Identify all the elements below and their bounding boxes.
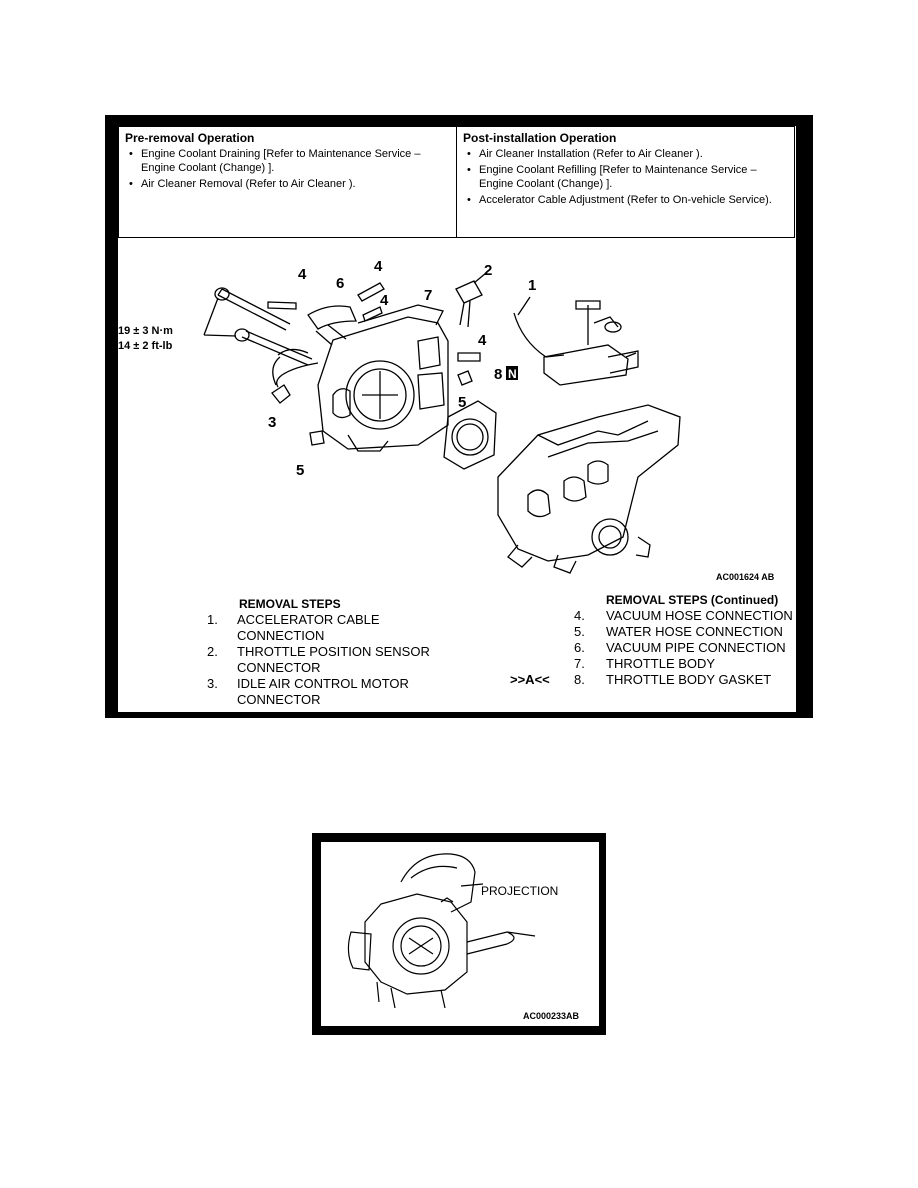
torque-metric: 19 ± 3 N·m xyxy=(118,325,173,337)
removal-step xyxy=(510,656,816,672)
service-point-mark xyxy=(510,656,574,672)
callout-3: 3 xyxy=(268,414,277,431)
post-installation-column xyxy=(456,127,794,237)
post-installation-item: • Air Cleaner Installation (Refer to Air Cleaner ). xyxy=(463,147,788,161)
new-part-mark: N xyxy=(508,367,517,381)
callout-5: 5 xyxy=(296,462,305,479)
callout-5: 5 xyxy=(458,394,467,411)
step-number: 3. xyxy=(207,676,218,691)
step-text: THROTTLE BODY GASKET xyxy=(606,672,772,687)
pre-removal-item: • Air Cleaner Removal (Refer to Air Cleaner ). xyxy=(125,177,450,191)
removal-step xyxy=(207,644,447,676)
callout-6: 6 xyxy=(336,275,345,292)
projection-label: PROJECTION xyxy=(481,884,559,898)
step-text: VACUUM PIPE CONNECTION xyxy=(606,640,786,655)
callout-4: 4 xyxy=(380,292,389,309)
service-point-mark xyxy=(510,640,574,656)
step-text: WATER HOSE CONNECTION xyxy=(606,624,783,639)
post-installation-item: • Engine Coolant Refilling [Refer to Maintenance Service – Engine Coolant (Change) ]. xyxy=(463,163,788,191)
service-point-mark: >>A<< xyxy=(510,672,550,687)
removal-steps-continued xyxy=(510,592,816,688)
step-number: 8. xyxy=(574,672,585,687)
removal-step xyxy=(510,672,816,688)
callout-4: 4 xyxy=(298,266,307,283)
post-installation-title: Post-installation Operation xyxy=(463,131,617,145)
step-number: 5. xyxy=(574,624,585,639)
removal-steps-title: REMOVAL STEPS xyxy=(239,597,341,611)
removal-step xyxy=(207,612,447,644)
throttle-body-exploded-diagram xyxy=(118,245,796,590)
step-text: ACCELERATOR CABLE CONNECTION xyxy=(237,612,380,643)
step-text: VACUUM HOSE CONNECTION xyxy=(606,608,793,623)
operations-table xyxy=(118,126,795,238)
removal-step xyxy=(207,676,447,708)
callout-2: 2 xyxy=(484,262,493,279)
step-text: IDLE AIR CONTROL MOTOR CONNECTOR xyxy=(237,676,409,707)
callout-1: 1 xyxy=(528,277,537,294)
pre-removal-column xyxy=(119,127,456,237)
callout-8: 8 xyxy=(494,366,503,383)
projection-linework xyxy=(348,854,535,1008)
torque-imperial: 14 ± 2 ft-lb xyxy=(118,340,173,352)
step-number: 6. xyxy=(574,640,585,655)
pre-removal-item: • Engine Coolant Draining [Refer to Maintenance Service – Engine Coolant (Change) ]. xyxy=(125,147,450,175)
removal-step xyxy=(510,608,816,624)
step-text: THROTTLE BODY xyxy=(606,656,716,671)
step-number: 2. xyxy=(207,644,218,659)
callout-4: 4 xyxy=(478,332,487,349)
pre-removal-title: Pre-removal Operation xyxy=(125,131,255,145)
step-text: THROTTLE POSITION SENSOR CONNECTOR xyxy=(237,644,430,675)
step-number: 7. xyxy=(574,656,585,671)
service-point-mark xyxy=(510,608,574,624)
figure-2-id: AC000233AB xyxy=(523,1011,580,1021)
removal-step xyxy=(510,624,816,640)
removal-steps-continued-title: REMOVAL STEPS (Continued) xyxy=(606,593,779,607)
post-installation-item: • Accelerator Cable Adjustment (Refer to On-vehicle Service). xyxy=(463,193,788,207)
removal-steps xyxy=(207,596,447,708)
callout-7: 7 xyxy=(424,287,433,304)
service-point-mark xyxy=(510,624,574,640)
step-number: 1. xyxy=(207,612,218,627)
gasket-projection-diagram xyxy=(321,842,599,1026)
callout-4: 4 xyxy=(374,258,383,275)
removal-step xyxy=(510,640,816,656)
step-number: 4. xyxy=(574,608,585,623)
figure-1-id: AC001624 AB xyxy=(716,572,775,582)
